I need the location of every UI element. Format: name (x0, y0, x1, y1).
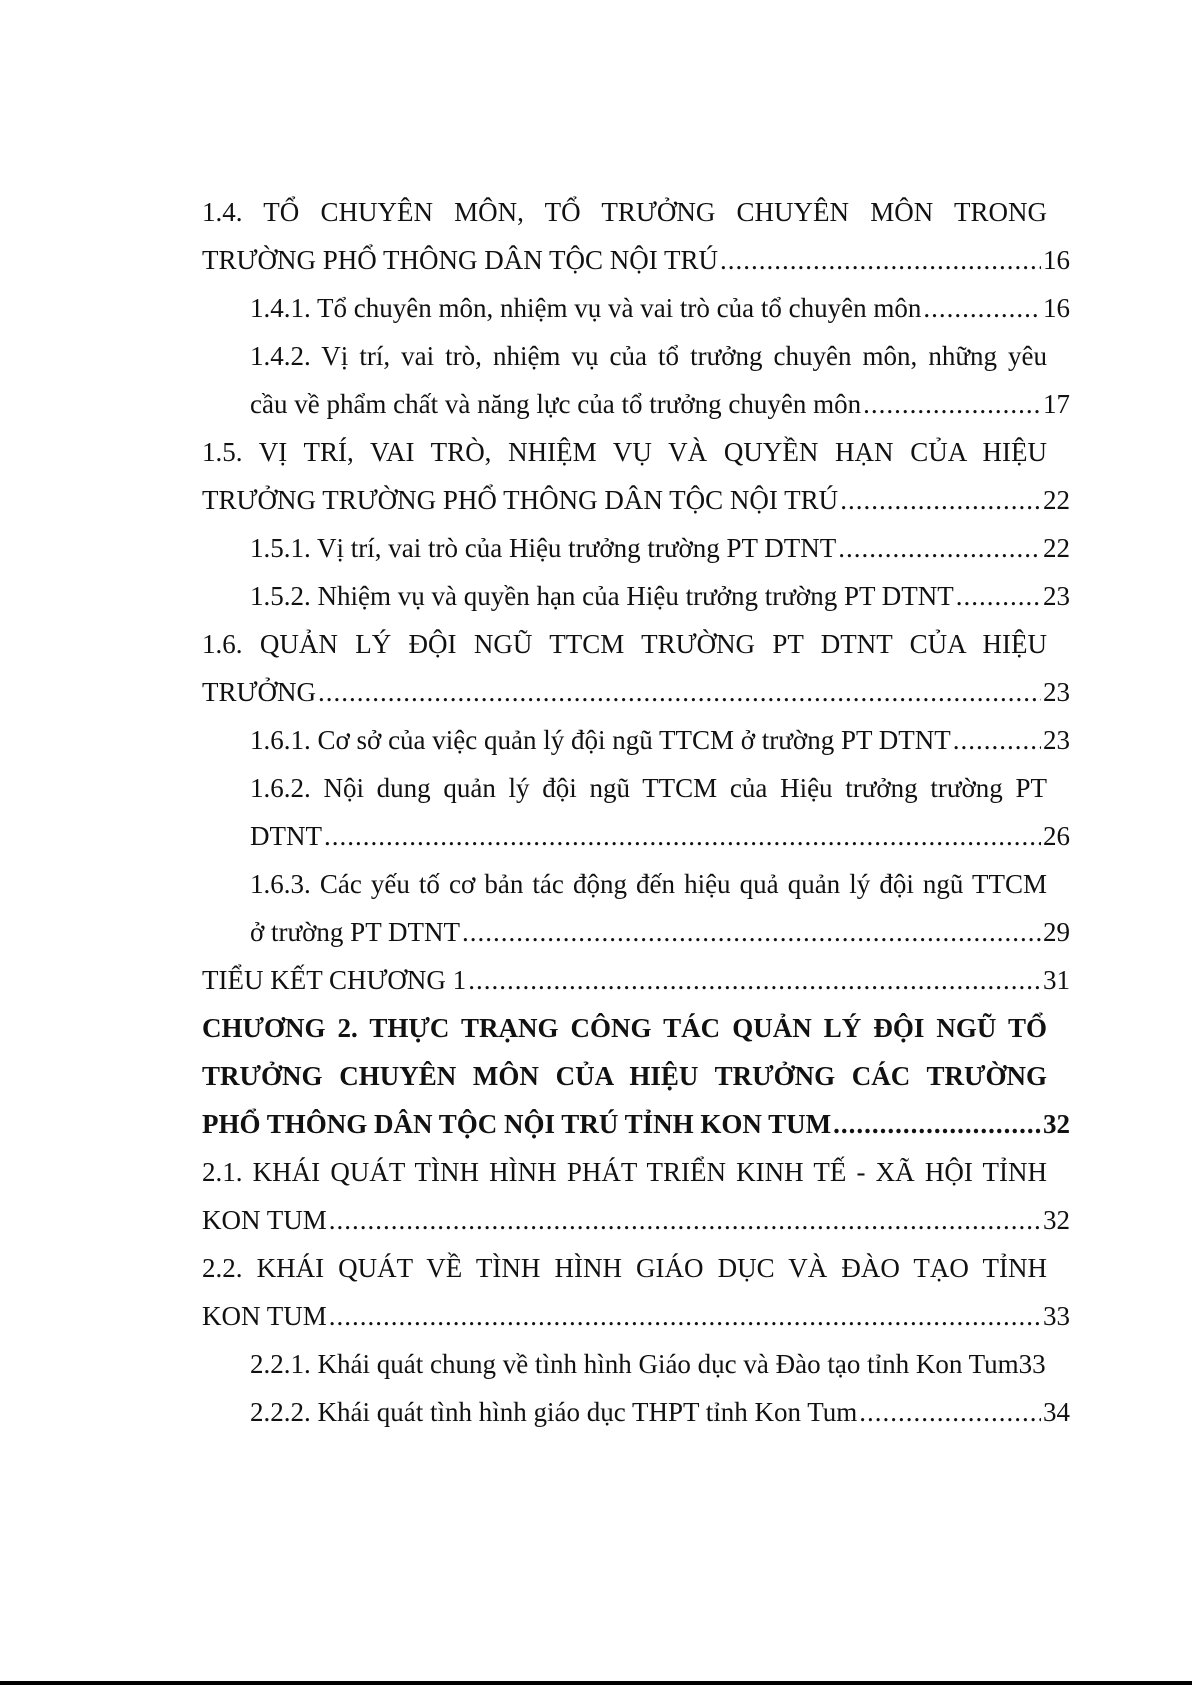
toc-page-number: 33 (1018, 1349, 1046, 1379)
toc-leader-dots (956, 572, 1041, 620)
toc-entry-title: 1.4. TỔ CHUYÊN MÔN, TỔ TRƯỞNG CHUYÊN MÔN TRONG (202, 197, 1047, 227)
toc-page-number: 22 (1043, 533, 1070, 563)
toc-entry-title: TIỂU KẾT CHƯƠNG 1 (202, 965, 467, 995)
toc-leader-dots (863, 380, 1041, 428)
toc-leader-dots (953, 716, 1041, 764)
toc-entry (202, 1148, 1070, 1244)
toc-entry-title: CHƯƠNG 2. THỰC TRẠNG CÔNG TÁC QUẢN LÝ ĐỘI NGŨ TỔ (202, 1013, 1047, 1043)
toc-entry (202, 956, 1070, 1004)
toc-entry-title: KON TUM (202, 1205, 327, 1235)
toc-entry (202, 188, 1070, 284)
toc-entry-title: TRƯỞNG CHUYÊN MÔN CỦA HIỆU TRƯỞNG CÁC TRƯỜNG (202, 1061, 1047, 1091)
toc-entry-last-line (202, 668, 1070, 716)
toc-entry-last-line (202, 476, 1070, 524)
toc-entry-title: 2.2.1. Khái quát chung về tình hình Giáo dục và Đào tạo tỉnh Kon Tum (250, 1349, 1019, 1379)
toc-entry (202, 716, 1070, 764)
toc-page-number: 34 (1043, 1397, 1070, 1427)
toc-entry-title: 2.1. KHÁI QUÁT TÌNH HÌNH PHÁT TRIỂN KINH TẾ - XÃ HỘI TỈNH (202, 1157, 1047, 1187)
toc-entry-last-line (202, 956, 1070, 1004)
toc-entry-title: 1.5.2. Nhiệm vụ và quyền hạn của Hiệu trưởng trường PT DTNT (250, 581, 954, 611)
toc-entry-title: 2.2. KHÁI QUÁT VỀ TÌNH HÌNH GIÁO DỤC VÀ ĐÀO TẠO TỈNH (202, 1253, 1047, 1283)
toc-leader-dots (324, 812, 1041, 860)
toc-entry-title: TRƯỞNG TRƯỜNG PHỔ THÔNG DÂN TỘC NỘI TRÚ (202, 485, 839, 515)
toc-page-number: 16 (1043, 245, 1070, 275)
toc-entry-title: TRƯỜNG PHỔ THÔNG DÂN TỘC NỘI TRÚ (202, 245, 718, 275)
toc-entry (202, 1244, 1070, 1340)
toc-page-number: 23 (1043, 725, 1070, 755)
toc-entry-last-line (202, 1100, 1070, 1148)
table-of-contents (202, 188, 1070, 1436)
toc-entry (202, 332, 1070, 428)
toc-entry-title: 2.2.2. Khái quát tình hình giáo dục THPT tỉnh Kon Tum (250, 1397, 858, 1427)
toc-entry (202, 860, 1070, 956)
toc-entry-last-line (250, 812, 1070, 860)
toc-entry-title: 1.6.1. Cơ sở của việc quản lý đội ngũ TTCM ở trường PT DTNT (250, 725, 951, 755)
toc-entry-title: KON TUM (202, 1301, 327, 1331)
toc-page-number: 23 (1043, 677, 1070, 707)
toc-entry-last-line (250, 524, 1070, 572)
toc-entry-title: TRƯỞNG (202, 677, 316, 707)
toc-page-number: 32 (1043, 1205, 1070, 1235)
toc-chapter-entry (202, 1004, 1070, 1148)
toc-leader-dots (462, 908, 1041, 956)
toc-entry-title: 1.4.1. Tổ chuyên môn, nhiệm vụ và vai trò của tổ chuyên môn (250, 293, 922, 323)
toc-leader-dots (859, 1388, 1041, 1436)
toc-entry (202, 1388, 1070, 1436)
toc-page-number: 31 (1043, 965, 1070, 995)
toc-page-number: 16 (1043, 293, 1070, 323)
toc-page-number: 17 (1043, 389, 1070, 419)
toc-entry-last-line (202, 236, 1070, 284)
toc-entry-title: ở trường PT DTNT (250, 917, 460, 947)
toc-entry-last-line (250, 908, 1070, 956)
toc-entry (202, 764, 1070, 860)
toc-entry-title: 1.4.2. Vị trí, vai trò, nhiệm vụ của tổ trưởng chuyên môn, những yêu (250, 341, 1047, 371)
toc-page-number: 29 (1043, 917, 1070, 947)
toc-entry (202, 284, 1070, 332)
toc-entry-last-line (202, 1292, 1070, 1340)
toc-entry-last-line (250, 1388, 1070, 1436)
toc-leader-dots (720, 236, 1041, 284)
toc-page-number: 26 (1043, 821, 1070, 851)
toc-leader-dots (838, 524, 1041, 572)
toc-entry (202, 428, 1070, 524)
toc-leader-dots (468, 956, 1041, 1004)
toc-page-number: 32 (1043, 1109, 1070, 1139)
toc-entry-title: 1.6. QUẢN LÝ ĐỘI NGŨ TTCM TRƯỜNG PT DTNT CỦA HIỆU (202, 629, 1047, 659)
toc-page-number: 23 (1043, 581, 1070, 611)
toc-entry-title: 1.6.3. Các yếu tố cơ bản tác động đến hiệu quả quản lý đội ngũ TTCM (250, 869, 1047, 899)
toc-entry-last-line (202, 1196, 1070, 1244)
toc-entry (202, 1340, 1070, 1388)
toc-entry (202, 524, 1070, 572)
toc-page-number: 22 (1043, 485, 1070, 515)
toc-entry-last-line (250, 572, 1070, 620)
toc-entry (202, 572, 1070, 620)
toc-leader-dots (329, 1292, 1041, 1340)
toc-leader-dots (329, 1196, 1041, 1244)
toc-entry-title: 1.5. VỊ TRÍ, VAI TRÒ, NHIỆM VỤ VÀ QUYỀN HẠN CỦA HIỆU (202, 437, 1047, 467)
toc-entry-title: 1.5.1. Vị trí, vai trò của Hiệu trưởng trường PT DTNT (250, 533, 837, 563)
toc-leader-dots (923, 284, 1041, 332)
toc-leader-dots (318, 668, 1041, 716)
toc-leader-dots (833, 1100, 1041, 1148)
toc-page-number: 33 (1043, 1301, 1070, 1331)
toc-entry-title: DTNT (250, 821, 322, 851)
toc-entry-last-line (250, 716, 1070, 764)
toc-entry-title: PHỔ THÔNG DÂN TỘC NỘI TRÚ TỈNH KON TUM (202, 1109, 832, 1139)
toc-entry-last-line (250, 1340, 1070, 1388)
toc-entry-title: cầu về phẩm chất và năng lực của tổ trưởng chuyên môn (250, 389, 862, 419)
toc-leader-dots (840, 476, 1041, 524)
toc-entry-last-line (250, 284, 1070, 332)
toc-entry-title: 1.6.2. Nội dung quản lý đội ngũ TTCM của Hiệu trưởng trường PT (250, 773, 1047, 803)
toc-entry (202, 620, 1070, 716)
toc-entry-last-line (250, 380, 1070, 428)
page-bottom-border (0, 1681, 1192, 1685)
